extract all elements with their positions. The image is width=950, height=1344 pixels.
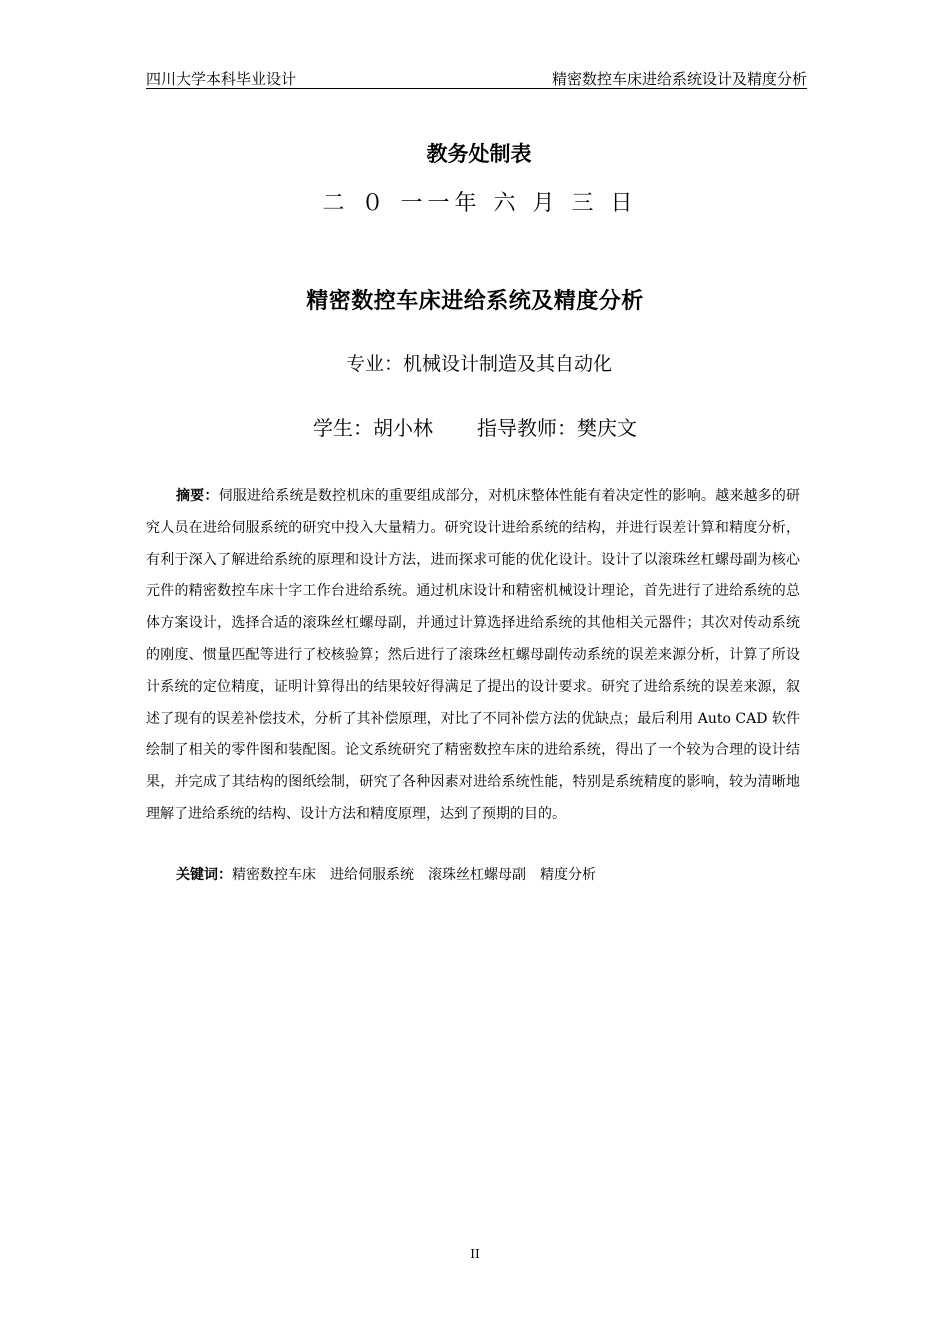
page-number: II — [470, 1247, 480, 1261]
keyword-item: 进给伺服系统 — [330, 867, 414, 883]
abstract-label: 摘要： — [176, 488, 219, 504]
abstract — [146, 481, 800, 831]
page-header — [146, 66, 807, 89]
keywords — [176, 864, 610, 884]
major-value: 机械设计制造及其自动化 — [403, 353, 613, 375]
advisor-name: 樊庆文 — [577, 416, 637, 440]
advisor-label: 指导教师： — [477, 416, 577, 440]
student-name: 胡小林 — [373, 416, 433, 440]
header-school: 四川大学本科毕业设计 — [146, 70, 297, 88]
date-line: 二 ０ 一一年 六 月 三 日 — [322, 191, 638, 216]
abstract-text: 伺服进给系统是数控机床的重要组成部分，对机床整体性能有着决定性的影响。越来越多的研究人员在进给伺服系统的研究中投入大量精力。研究设计进给系统的结构，并进行误差计算和精度分析，有利于深入了解进给系统的原理和设计方法，进而探求可能的优化设计。设计了以滚珠丝杠螺母副为核心元件的精密数控车床十字工作台进给系统。通过机床设计和精密机械设计理论，首先进行了进给系统的总体方案设计，选择合适的滚珠丝杠螺母副，并通过计算选择进给系统的其他相关元器件；其次对传动系统的刚度、惯量匹配等进行了校核验算；然后进行了滚珠丝杠螺母副传动系统的误差来源分析，计算了所设计系统的定位精度，证明计算得出的结果较好得满足了提出的设计要求。研究了进给系统的误差来源，叙述了现有的误差补偿技术，分析了其补偿原理，对比了不同补偿方法的优缺点；最后利用 Auto CAD 软件绘制了相关的零件图和装配图。论文系统研究了精密数控车床的进给系统，得出了一个较为合理的设计结果，并完成了其结构的图纸绘制，研究了各种因素对进给系统性能，特别是系统精度的影响，较为清晰地理解了进给系统的结构、设计方法和精度原理，达到了预期的目的。 — [146, 488, 801, 822]
keywords-label: 关键词： — [176, 867, 232, 883]
major-label: 专业： — [345, 353, 403, 375]
major-line — [4, 349, 950, 376]
student-label: 学生： — [313, 416, 373, 440]
student-line — [0, 412, 950, 441]
keyword-item: 精密数控车床 — [232, 867, 316, 883]
keyword-item: 滚珠丝杠螺母副 — [428, 867, 526, 883]
header-thesis-title: 精密数控车床进给系统设计及精度分析 — [551, 70, 807, 88]
keyword-item: 精度分析 — [540, 867, 596, 883]
thesis-title: 精密数控车床进给系统及精度分析 — [306, 288, 644, 314]
office-label: 教务处制表 — [426, 141, 532, 166]
